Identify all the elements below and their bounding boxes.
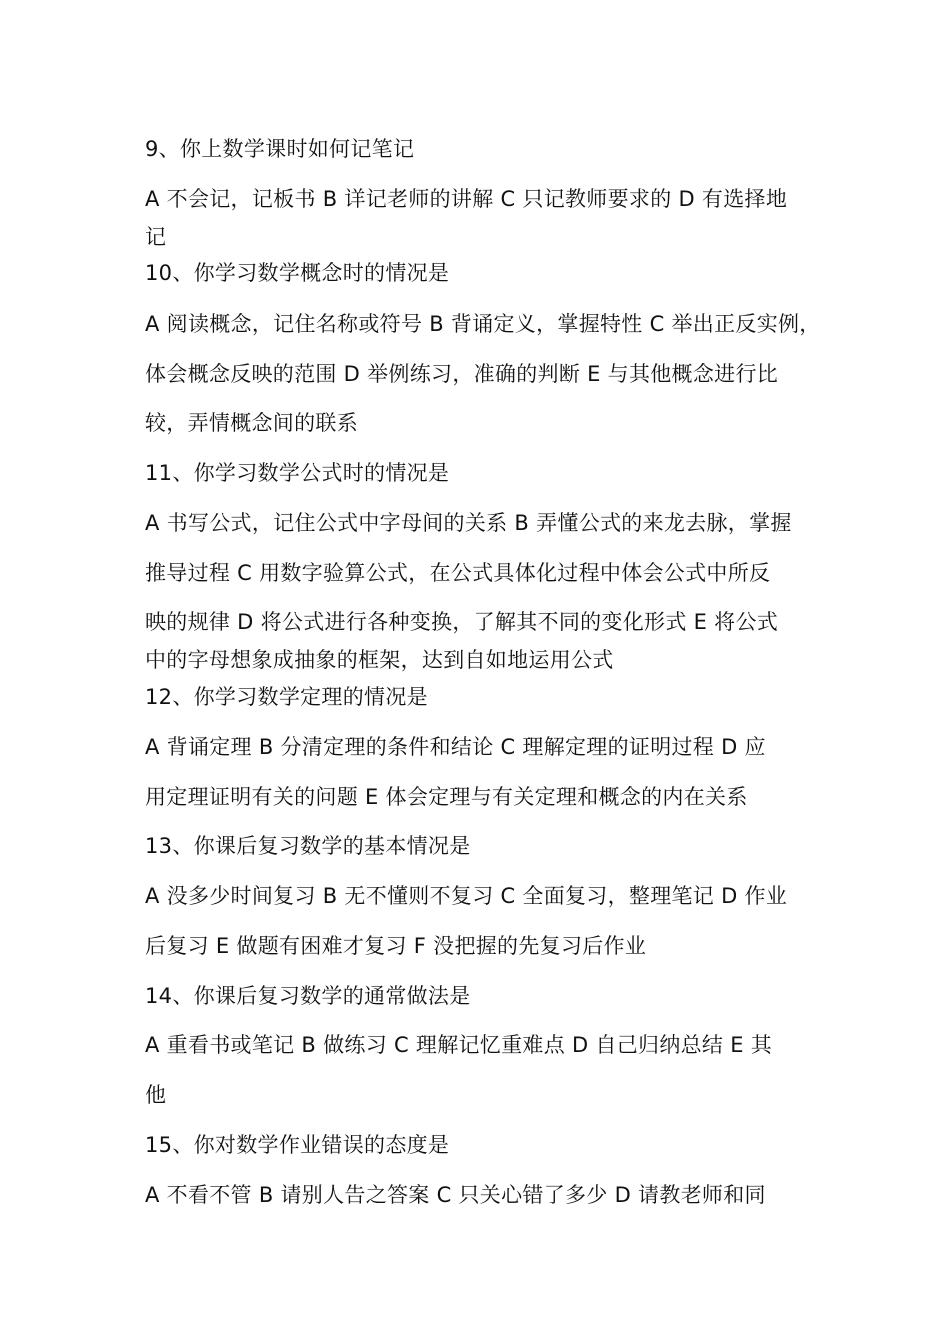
question-13-title: 13、你课后复习数学的基本情况是 <box>145 834 471 858</box>
question-15-title: 15、你对数学作业错误的态度是 <box>145 1133 450 1157</box>
question-10-options-cont: 较，弄情概念间的联系 <box>145 411 358 435</box>
question-9-options-cont: 记 <box>145 225 167 249</box>
question-12-options-cont: 用定理证明有关的问题 E 体会定理与有关定理和概念的内在关系 <box>145 785 748 809</box>
question-11-options-cont: 中的字母想象成抽象的框架，达到自如地运用公式 <box>145 648 614 672</box>
question-10-title: 10、你学习数学概念时的情况是 <box>145 261 450 285</box>
question-12-options: A 背诵定理 B 分清定理的条件和结论 C 理解定理的证明过程 D 应 <box>145 735 766 759</box>
question-9-options: A 不会记，记板书 B 详记老师的讲解 C 只记教师要求的 D 有选择地 <box>145 187 788 211</box>
question-13-options-cont: 后复习 E 做题有困难才复习 F 没把握的先复习后作业 <box>145 934 647 958</box>
question-11-options: A 书写公式，记住公式中字母间的关系 B 弄懂公式的来龙去脉，掌握 <box>145 511 792 535</box>
question-15-options: A 不看不管 B 请别人告之答案 C 只关心错了多少 D 请教老师和同 <box>145 1183 766 1207</box>
question-12-title: 12、你学习数学定理的情况是 <box>145 685 428 709</box>
question-14-options-cont: 他 <box>145 1083 167 1107</box>
question-11-options-cont: 推导过程 C 用数字验算公式，在公式具体化过程中体会公式中所反 <box>145 561 771 585</box>
question-10-options-cont: 体会概念反映的范围 D 举例练习，准确的判断 E 与其他概念进行比 <box>145 362 779 386</box>
question-14-title: 14、你课后复习数学的通常做法是 <box>145 984 471 1008</box>
question-11-options-cont: 映的规律 D 将公式进行各种变换，了解其不同的变化形式 E 将公式 <box>145 610 779 634</box>
question-14-options: A 重看书或笔记 B 做练习 C 理解记忆重难点 D 自己归纳总结 E 其 <box>145 1033 773 1057</box>
question-9-title: 9、你上数学课时如何记笔记 <box>145 137 415 161</box>
question-10-options: A 阅读概念，记住名称或符号 B 背诵定义，掌握特性 C 举出正反实例， <box>145 312 821 336</box>
question-11-title: 11、你学习数学公式时的情况是 <box>145 461 450 485</box>
question-13-options: A 没多少时间复习 B 无不懂则不复习 C 全面复习，整理笔记 D 作业 <box>145 884 788 908</box>
